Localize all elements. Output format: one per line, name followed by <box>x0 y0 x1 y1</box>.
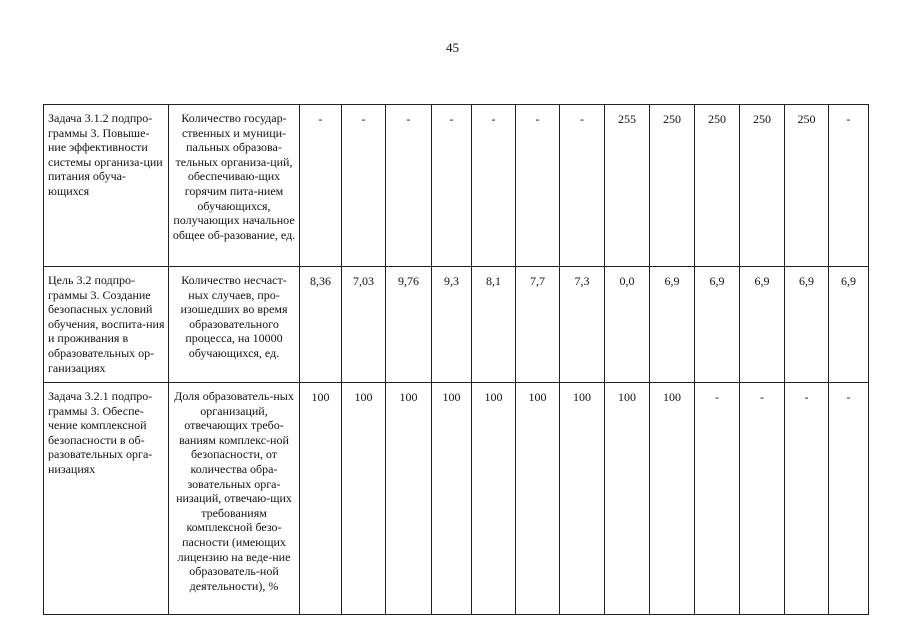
value-cell: 100 <box>432 383 472 615</box>
value-cell: 250 <box>740 105 785 267</box>
value-cell: 100 <box>386 383 432 615</box>
value-cell: - <box>829 105 869 267</box>
value-cell: - <box>342 105 386 267</box>
value-cell: 6,9 <box>695 267 740 383</box>
value-cell: - <box>695 383 740 615</box>
row-name-cell: Задача 3.2.1 подпро-граммы 3. Обеспе-чение комплексной безопасности в об-разовательных орга-низациях <box>44 383 169 615</box>
value-cell: - <box>300 105 342 267</box>
row-name-cell: Цель 3.2 подпро-граммы 3. Создание безопасных условий обучения, воспита-ния и проживания в образовательных ор-ганизациях <box>44 267 169 383</box>
value-cell: - <box>560 105 605 267</box>
table-row <box>44 267 869 383</box>
value-cell: 7,7 <box>516 267 560 383</box>
indicator-cell: Количество государ-ственных и муници-пальных образова-тельных организа-ций, обеспечиваю-щих горячим пита-нием обучающихся, получающих начальное общее об-разование, ед. <box>169 105 300 267</box>
value-cell: 0,0 <box>605 267 650 383</box>
value-cell: 8,36 <box>300 267 342 383</box>
value-cell: 100 <box>342 383 386 615</box>
value-cell: 7,03 <box>342 267 386 383</box>
value-cell: - <box>386 105 432 267</box>
value-cell: 100 <box>300 383 342 615</box>
value-cell: 100 <box>560 383 605 615</box>
value-cell: 250 <box>785 105 829 267</box>
value-cell: 100 <box>650 383 695 615</box>
value-cell: 6,9 <box>650 267 695 383</box>
value-cell: 6,9 <box>740 267 785 383</box>
indicator-cell: Количество несчаст-ных случаев, про-изошедших во время образовательного процесса, на 10000 обучающихся, ед. <box>169 267 300 383</box>
table-row <box>44 383 869 615</box>
value-cell: - <box>829 383 869 615</box>
value-cell: 6,9 <box>785 267 829 383</box>
page-number: 45 <box>446 40 459 55</box>
row-name-cell: Задача 3.1.2 подпро-граммы 3. Повыше-ние эффективности системы организа-ции питания обуча-ющихся <box>44 105 169 267</box>
value-cell: 100 <box>516 383 560 615</box>
value-cell: 8,1 <box>472 267 516 383</box>
value-cell: 255 <box>605 105 650 267</box>
table-row <box>44 105 869 267</box>
value-cell: 250 <box>650 105 695 267</box>
indicator-cell: Доля образователь-ных организаций, отвечающих требо-ваниям комплекс-ной безопасности, от количества обра-зовательных орга-низаций, отвечаю-щих требованиям комплексной безо-пасности (имеющих лицензию на веде-ние образователь-ной деятельности), % <box>169 383 300 615</box>
value-cell: - <box>740 383 785 615</box>
value-cell: 100 <box>472 383 516 615</box>
value-cell: - <box>472 105 516 267</box>
value-cell: - <box>432 105 472 267</box>
value-cell: - <box>516 105 560 267</box>
indicators-table <box>43 104 869 615</box>
value-cell: 250 <box>695 105 740 267</box>
value-cell: 7,3 <box>560 267 605 383</box>
value-cell: - <box>785 383 829 615</box>
value-cell: 6,9 <box>829 267 869 383</box>
value-cell: 9,3 <box>432 267 472 383</box>
value-cell: 100 <box>605 383 650 615</box>
value-cell: 9,76 <box>386 267 432 383</box>
